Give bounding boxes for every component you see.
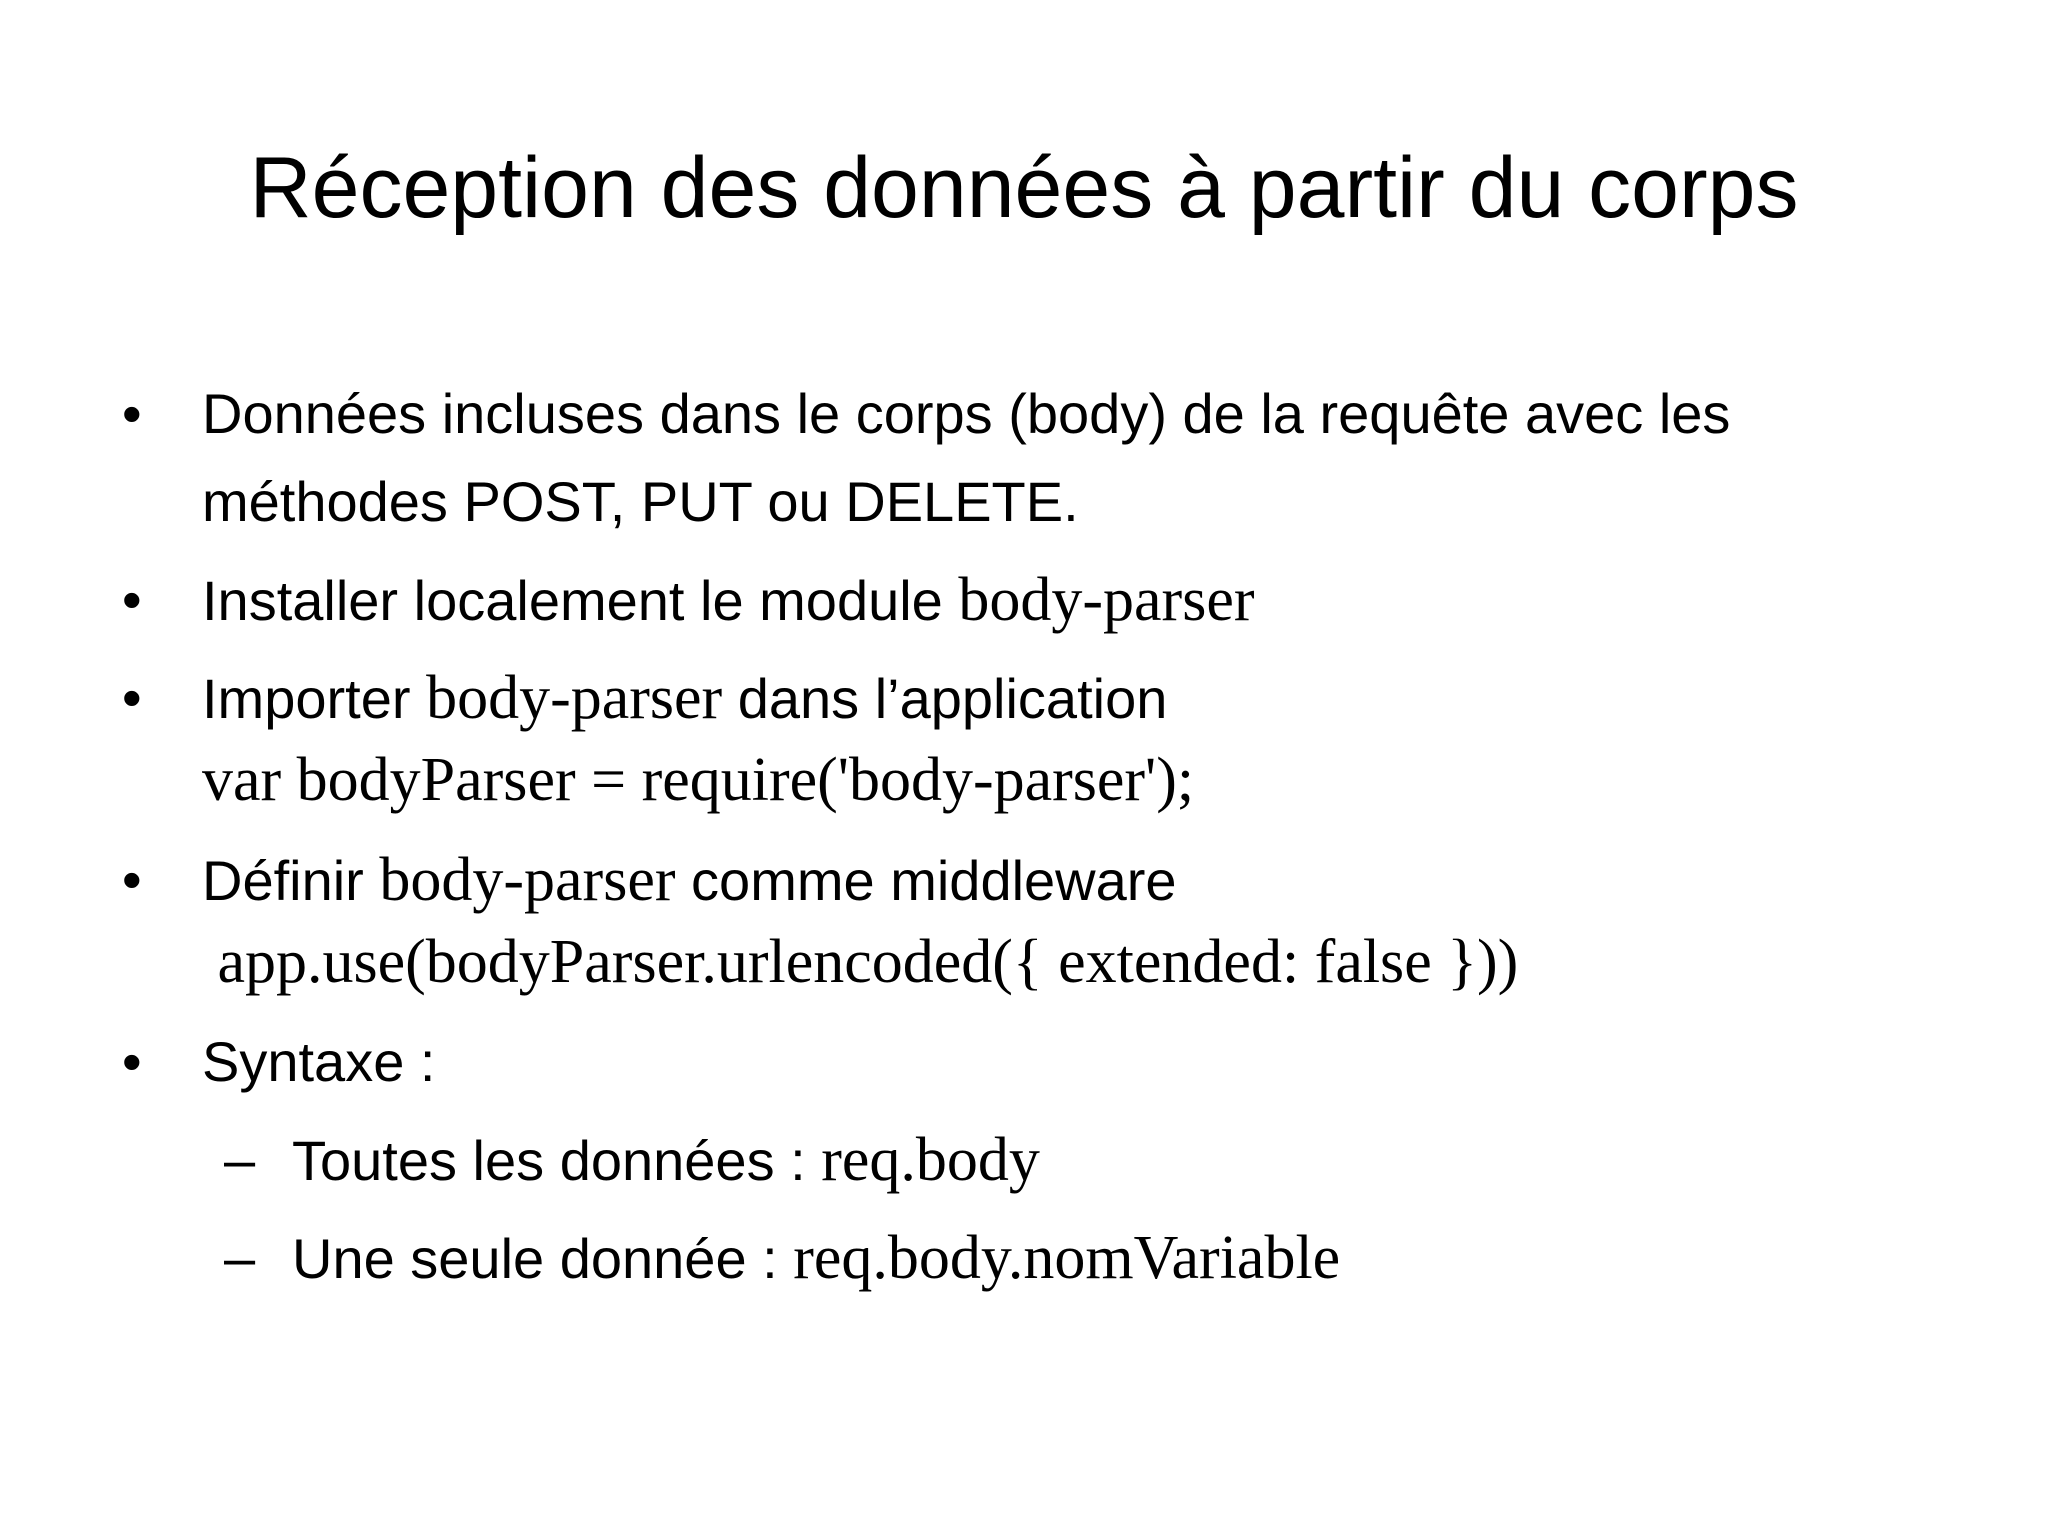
slide-title: Réception des données à partir du corps — [249, 140, 1799, 236]
bullet-4-code-a: body-parser — [379, 846, 676, 914]
subitem-1-text: Toutes les données : — [292, 1129, 822, 1192]
bullet-2 — [202, 560, 1255, 641]
bullet-5-text: Syntaxe : — [202, 1030, 436, 1093]
bullet-2-text: Installer localement le module — [202, 569, 959, 632]
bullet-4 — [202, 840, 1177, 921]
subitem-2-text: Une seule donnée : — [292, 1227, 794, 1290]
bullet-1-line-1: Données incluses dans le corps (body) de la requête avec les — [202, 382, 1731, 445]
bullet-icon: • — [122, 1030, 142, 1093]
bullet-icon: • — [122, 848, 142, 911]
bullet-1-line-2: méthodes POST, PUT ou DELETE. — [202, 470, 1079, 533]
subitem-2-code: req.body.nomVariable — [793, 1224, 1341, 1292]
subitem-1-code: req.body — [821, 1126, 1040, 1194]
bullet-4-code-line: app.use(bodyParser.urlencoded({ extended: false })) — [202, 928, 1519, 996]
bullet-3 — [202, 658, 1167, 739]
bullet-3-text-b: dans l’application — [722, 667, 1168, 730]
bullet-4-text-b: comme middleware — [675, 849, 1177, 912]
bullet-icon: • — [122, 666, 142, 729]
bullet-4-text-a: Définir — [202, 849, 380, 912]
bullet-3-code-a: body-parser — [426, 664, 723, 732]
bullet-3-code-line: var bodyParser = require('body-parser'); — [202, 746, 1195, 814]
dash-icon: – — [224, 1226, 256, 1289]
dash-icon: – — [224, 1128, 256, 1191]
bullet-2-code: body-parser — [958, 566, 1255, 634]
bullet-icon: • — [122, 568, 142, 631]
subitem-1 — [292, 1120, 1040, 1201]
subitem-2 — [292, 1218, 1340, 1299]
bullet-3-text-a: Importer — [202, 667, 427, 730]
bullet-icon: • — [122, 382, 142, 445]
